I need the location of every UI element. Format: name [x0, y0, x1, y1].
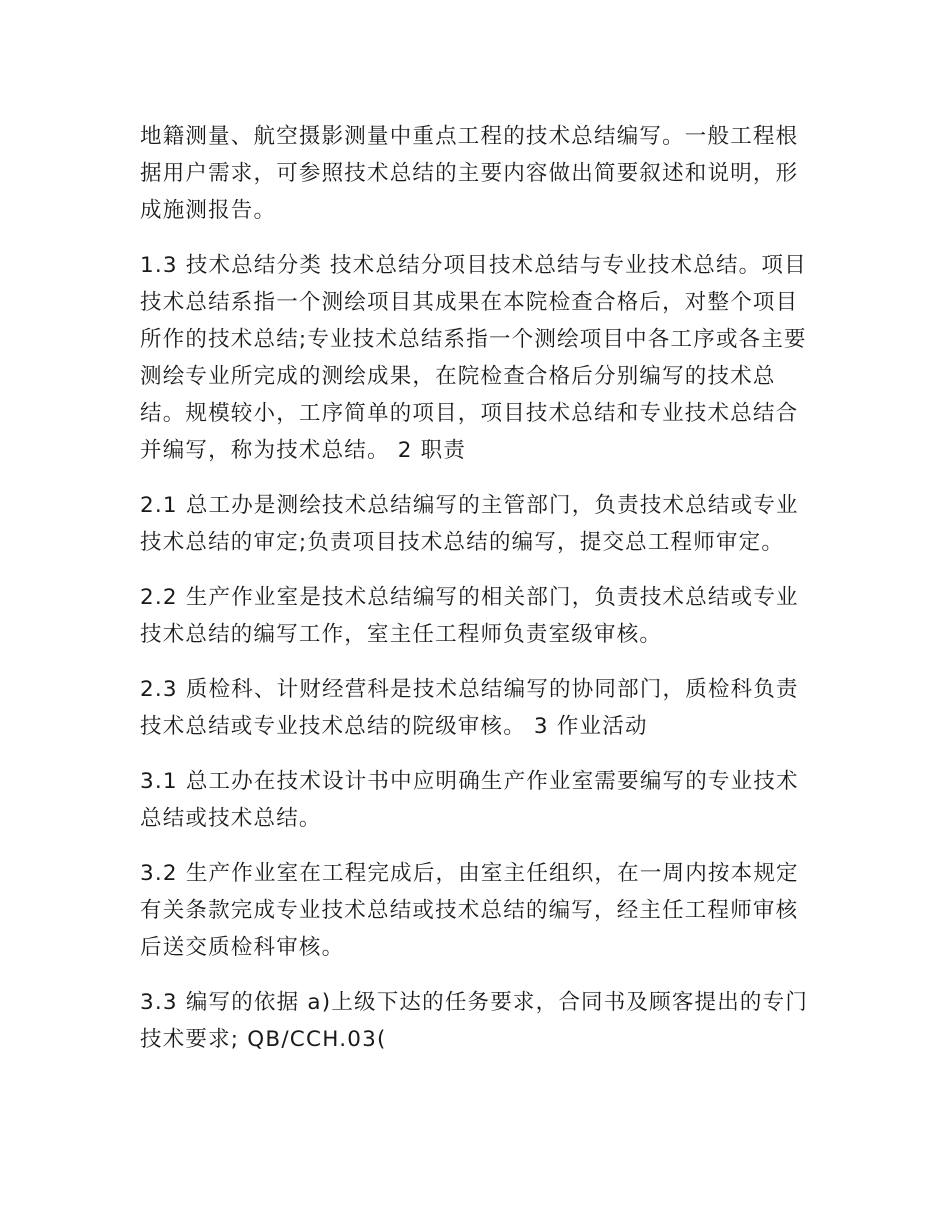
paragraph-2-3: 2.3 质检科、计财经营科是技术总结编写的协同部门，质检科负责技术总结或专业技术总结的院级审核。 3 作业活动	[140, 677, 799, 739]
paragraph-2-1: 2.1 总工办是测绘技术总结编写的主管部门，负责技术总结或专业技术总结的审定;负责项目技术总结的编写，提交总工程师审定。	[140, 493, 799, 555]
paragraph-3-1: 3.1 总工办在技术设计书中应明确生产作业室需要编写的专业技术总结或技术总结。	[140, 769, 799, 831]
paragraph-intro: 地籍测量、航空摄影测量中重点工程的技术总结编写。一般工程根据用户需求，可参照技术总结的主要内容做出简要叙述和说明，形成施测报告。	[140, 124, 799, 223]
document-page	[140, 118, 812, 1076]
paragraph-3-2: 3.2 生产作业室在工程完成后，由室主任组织，在一周内按本规定有关条款完成专业技术总结或技术总结的编写，经主任工程师审核后送交质检科审核。	[140, 861, 799, 960]
paragraph-2-2: 2.2 生产作业室是技术总结编写的相关部门，负责技术总结或专业技术总结的编写工作，室主任工程师负责室级审核。	[140, 585, 799, 647]
paragraph-1-3: 1.3 技术总结分类 技术总结分项目技术总结与专业技术总结。项目技术总结系指一个测绘项目其成果在本院检查合格后，对整个项目所作的技术总结;专业技术总结系指一个测绘项目中各工序或各主要测绘专业所完成的测绘成果，在院检查合格后分别编写的技术总结。规模较小，工序简单的项目，项目技术总结和专业技术总结合并编写，称为技术总结。 2 职责	[140, 253, 807, 463]
paragraph-3-3: 3.3 编写的依据 a)上级下达的任务要求，合同书及顾客提出的专门技术要求; QB/CCH.03(	[140, 990, 809, 1052]
